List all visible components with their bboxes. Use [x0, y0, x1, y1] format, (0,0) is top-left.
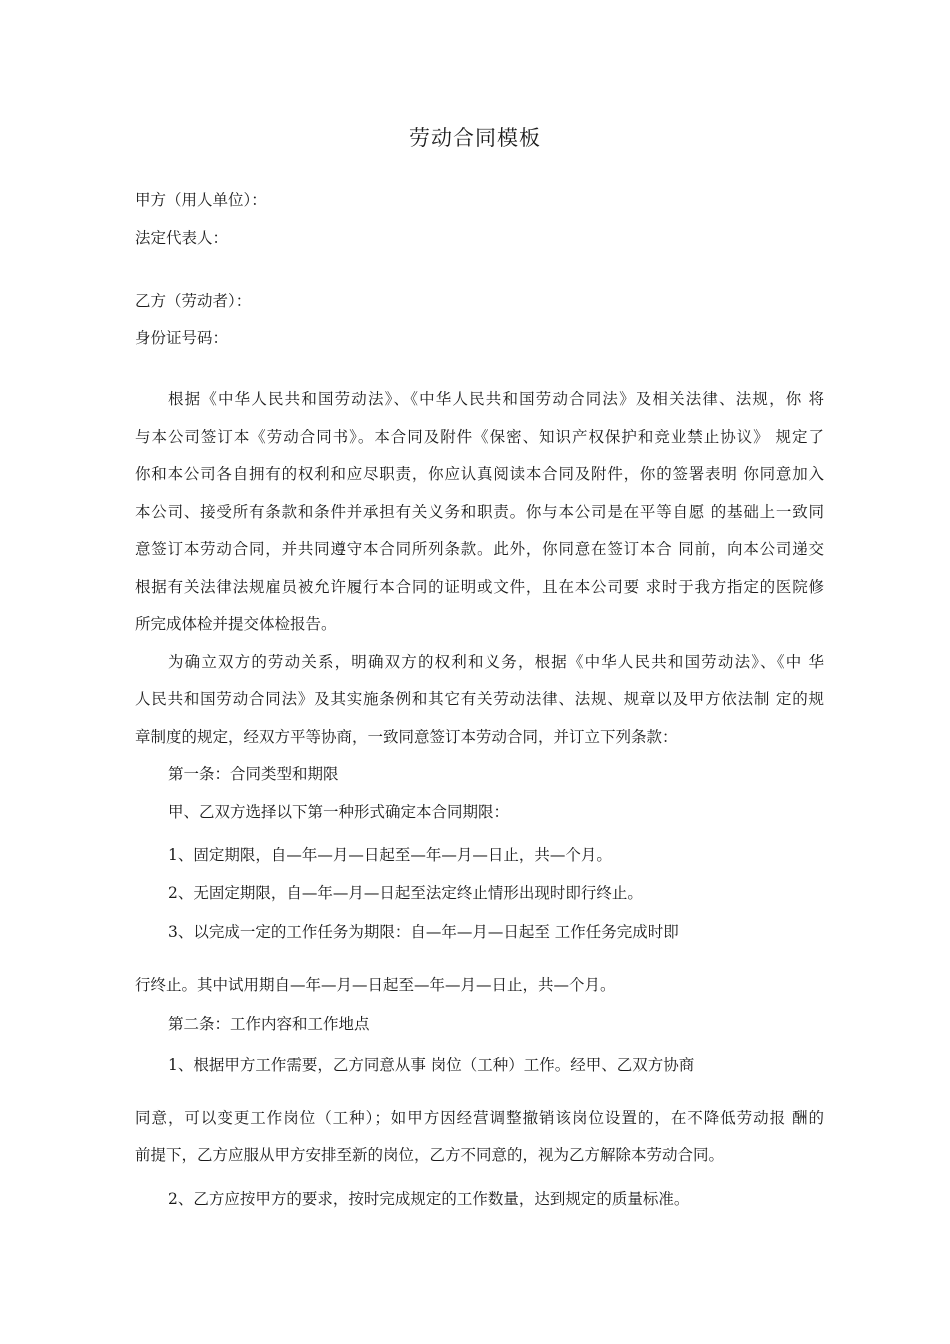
paragraph-line: 与本公司签订本《劳动合同书》。本合同及附件《保密、知识产权保护和竞业禁止协议》 规定了: [135, 428, 824, 446]
document-title: 劳动合同模板: [409, 126, 541, 150]
paragraph-line: 人民共和国劳动合同法》及其实施条例和其它有关劳动法律、法规、规章以及甲方依法制 定的规: [135, 690, 824, 708]
legal-representative-label: 法定代表人：: [135, 229, 229, 247]
paragraph-line: 意签订本劳动合同，并共同遵守本合同所列条款。此外，你同意在签订本合 同前，向本公司递交: [135, 540, 824, 558]
article-2-heading: 第二条：工作内容和工作地点: [168, 1015, 370, 1033]
party-a-label: 甲方（用人单位）：: [135, 191, 267, 209]
paragraph-line: 你和本公司各自拥有的权利和应尽职责，你应认真阅读本合同及附件，你的签署表明 你同意加入: [135, 465, 824, 483]
article-1-item-2: 2、无固定期限，自—年—月—日起至法定终止情形出现时即行终止。: [168, 884, 643, 902]
paragraph-line: 根据有关法律法规雇员被允许履行本合同的证明或文件，且在本公司要 求时于我方指定的医院修: [135, 578, 824, 596]
article-2-item-1-continued: 前提下，乙方应服从甲方安排至新的岗位，乙方不同意的，视为乙方解除本劳动合同。: [135, 1146, 725, 1164]
party-b-label: 乙方（劳动者）：: [135, 292, 252, 310]
paragraph-line: 章制度的规定，经双方平等协商，一致同意签订本劳动合同，并订立下列条款：: [135, 728, 678, 746]
paragraph-line: 为确立双方的劳动关系，明确双方的权利和义务，根据《中华人民共和国劳动法》、《中 华: [168, 653, 824, 671]
article-1-item-1: 1、固定期限，自—年—月—日起至—年—月—日止，共—个月。: [168, 846, 612, 864]
article-2-item-1-continued: 同意，可以变更工作岗位（工种）；如甲方因经营调整撤销该岗位设置的，在不降低劳动报 酬的: [135, 1109, 824, 1127]
paragraph-line: 所完成体检并提交体检报告。: [135, 615, 337, 633]
article-1-item-3: 3、以完成一定的工作任务为期限：自—年—月—日起至 工作任务完成时即: [168, 923, 679, 941]
paragraph-line: 本公司、接受所有条款和条件并承担有关义务和职责。你与本公司是在平等自愿 的基础上一致同: [135, 503, 824, 521]
article-1-heading: 第一条：合同类型和期限: [168, 765, 339, 783]
article-2-item-2: 2、乙方应按甲方的要求，按时完成规定的工作数量，达到规定的质量标准。: [168, 1190, 690, 1208]
article-1-intro: 甲、乙双方选择以下第一种形式确定本合同期限：: [168, 803, 510, 821]
paragraph-line: 根据《中华人民共和国劳动法》、《中华人民共和国劳动合同法》及相关法律、法规，你 将: [168, 390, 824, 408]
article-2-item-1: 1、根据甲方工作需要，乙方同意从事 岗位（工种）工作。经甲、乙双方协商: [168, 1056, 695, 1074]
article-1-item-3-continued: 行终止。其中试用期自—年—月—日起至—年—月—日止，共—个月。: [135, 976, 616, 994]
id-number-label: 身份证号码：: [135, 329, 229, 347]
